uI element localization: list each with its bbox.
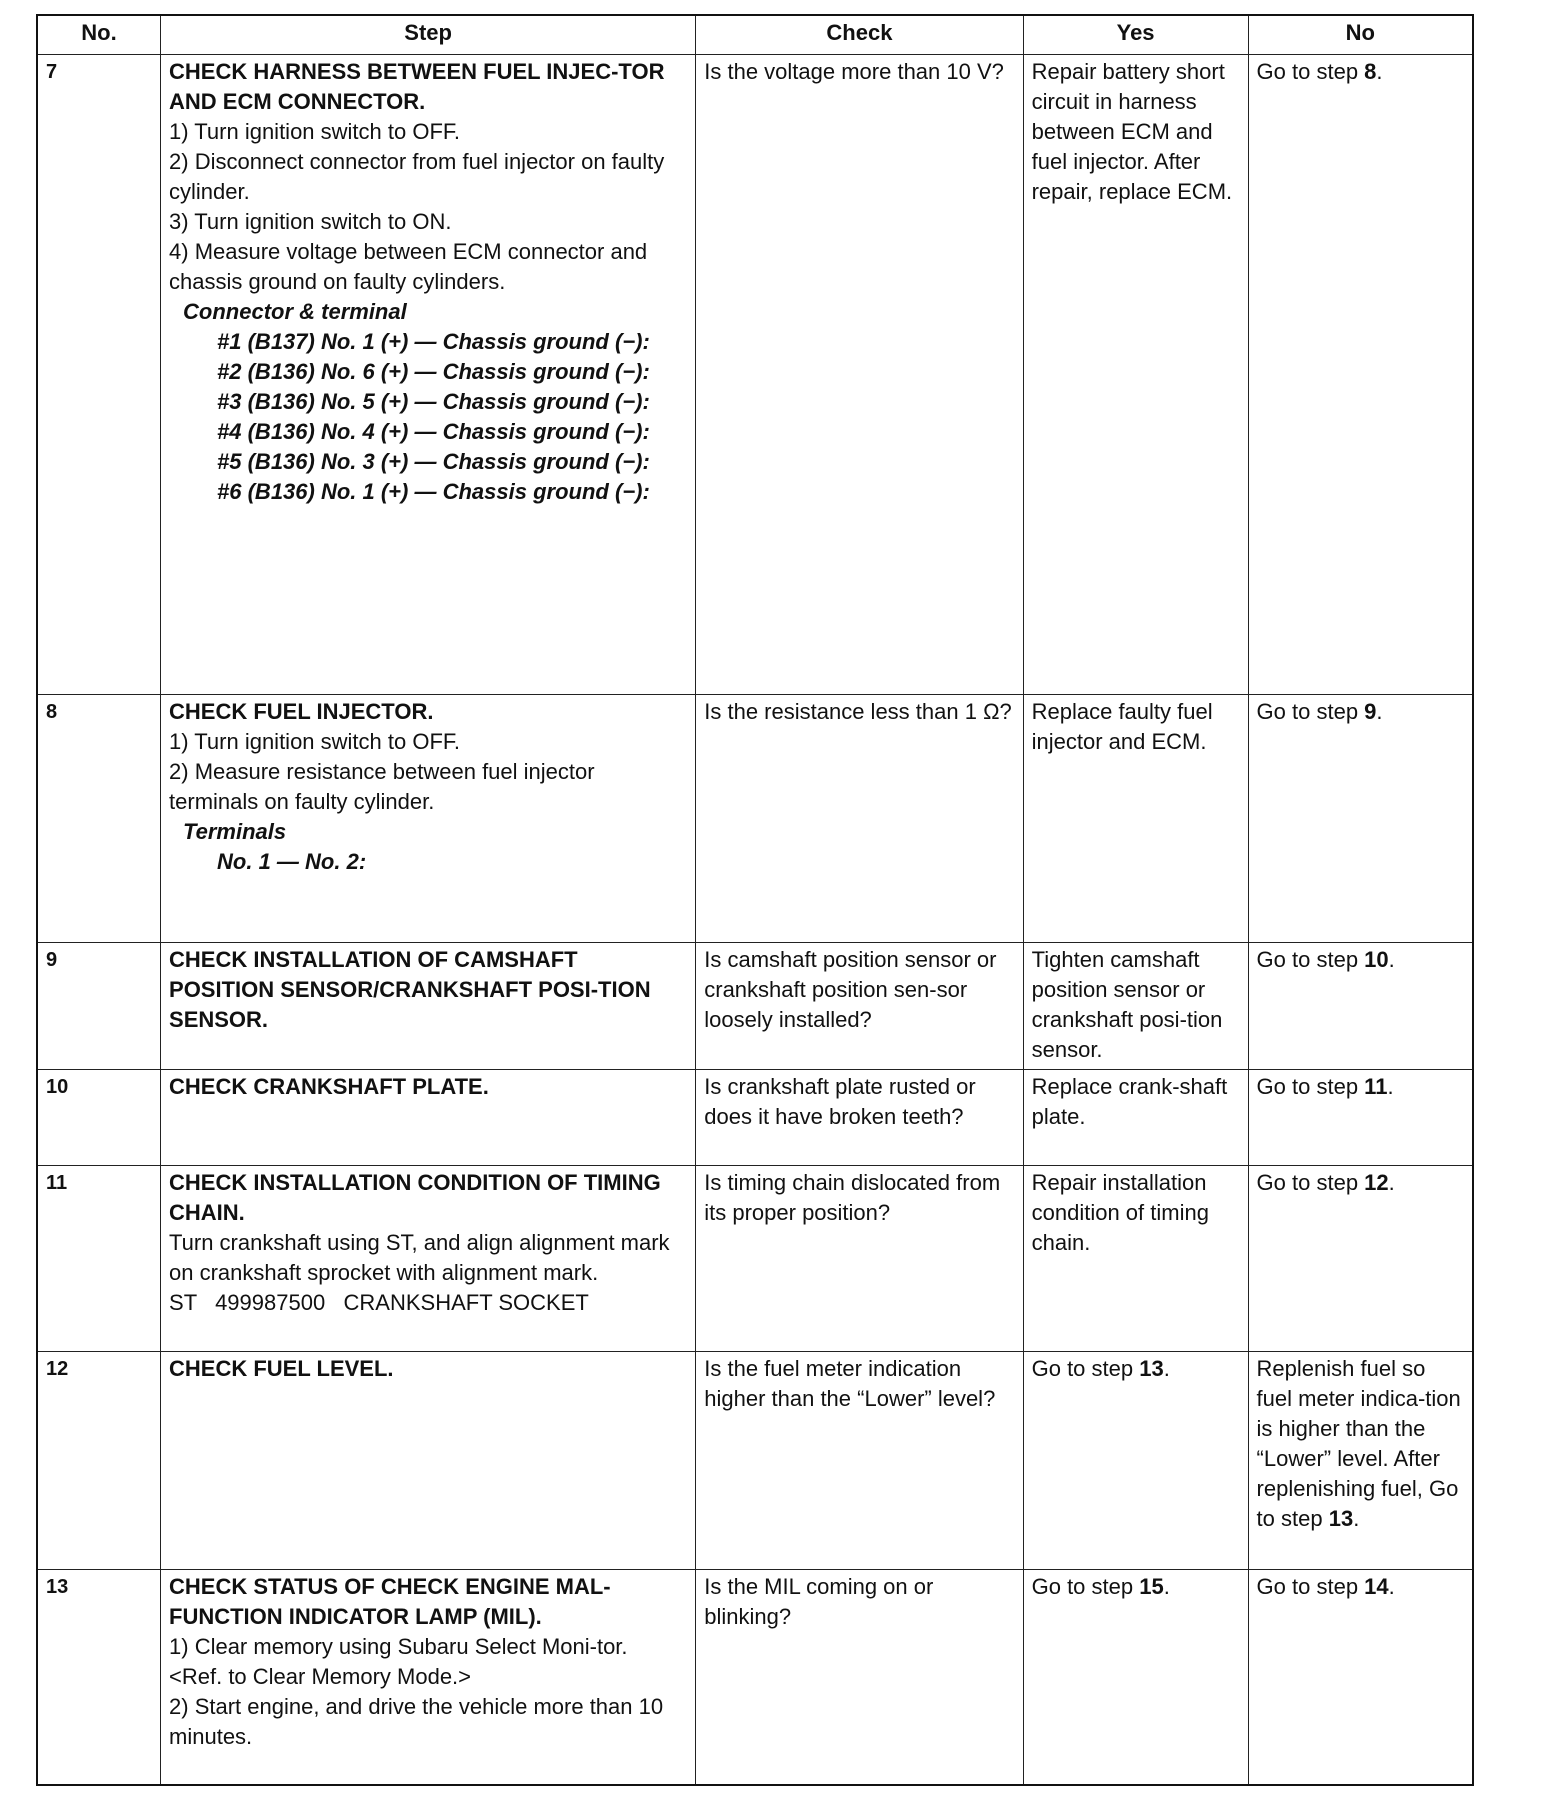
step-number: 10 xyxy=(37,1070,161,1166)
header-check: Check xyxy=(696,15,1023,55)
table-row xyxy=(37,1070,1473,1166)
check-cell: Is the fuel meter indication higher than the “Lower” level? xyxy=(696,1352,1023,1570)
step-ref: 11 xyxy=(1364,1074,1388,1099)
yes-text-end: . xyxy=(1163,1574,1170,1599)
yes-cell: Repair installation condition of timing chain. xyxy=(1023,1166,1248,1352)
step-number: 9 xyxy=(37,943,161,1070)
no-text: Go to step xyxy=(1256,947,1365,972)
terminal-spec: No. 1 — No. 2: xyxy=(217,849,367,874)
no-text: Go to step xyxy=(1256,1170,1365,1195)
no-text: Go to step xyxy=(1256,699,1365,724)
check-cell: Is timing chain dislocated from its proper position? xyxy=(696,1166,1023,1352)
step-line: 1) Clear memory using Subaru Select Moni-tor. xyxy=(169,1634,628,1659)
step-ref: 10 xyxy=(1364,947,1389,972)
step-ref: 15 xyxy=(1139,1574,1164,1599)
no-cell xyxy=(1248,1352,1473,1570)
step-line: 2) Measure resistance between fuel injector terminals on faulty cylinder. xyxy=(169,759,595,814)
table-row xyxy=(37,943,1473,1070)
no-text: Go to step xyxy=(1256,59,1365,84)
yes-cell: Repair battery short circuit in harness between ECM and fuel injector. After repair, replace ECM. xyxy=(1023,55,1248,695)
yes-text: Go to step xyxy=(1031,1356,1140,1381)
header-yes: Yes xyxy=(1023,15,1248,55)
terminal-spec: #1 (B137) No. 1 (+) — Chassis ground (−): xyxy=(217,329,650,354)
no-text-end: . xyxy=(1388,1170,1395,1195)
check-cell: Is the MIL coming on or blinking? xyxy=(696,1570,1023,1785)
step-line: 1) Turn ignition switch to OFF. xyxy=(169,729,461,754)
yes-cell: Replace faulty fuel injector and ECM. xyxy=(1023,695,1248,943)
no-cell xyxy=(1248,1570,1473,1785)
no-text-end: . xyxy=(1376,699,1383,724)
step-line: 3) Turn ignition switch to ON. xyxy=(169,209,452,234)
tool-spec: ST 499987500 CRANKSHAFT SOCKET xyxy=(169,1290,589,1315)
step-ref: 12 xyxy=(1364,1170,1389,1195)
check-cell: Is crankshaft plate rusted or does it have broken teeth? xyxy=(696,1070,1023,1166)
step-ref: 9 xyxy=(1364,699,1377,724)
step-title: CHECK CRANKSHAFT PLATE. xyxy=(169,1074,489,1099)
step-cell xyxy=(161,943,696,1070)
step-subheading: Connector & terminal xyxy=(183,299,407,324)
diagnostic-table xyxy=(36,14,1474,1786)
yes-cell xyxy=(1023,1570,1248,1785)
step-cell xyxy=(161,1166,696,1352)
no-cell xyxy=(1248,943,1473,1070)
step-number: 7 xyxy=(37,55,161,695)
check-cell: Is the voltage more than 10 V? xyxy=(696,55,1023,695)
step-line: 2) Start engine, and drive the vehicle more than 10 minutes. xyxy=(169,1694,664,1749)
header-no: No. xyxy=(37,15,161,55)
check-cell: Is camshaft position sensor or crankshaft position sen-sor loosely installed? xyxy=(696,943,1023,1070)
step-ref: 14 xyxy=(1364,1574,1389,1599)
no-text-end: . xyxy=(1376,59,1383,84)
step-line: Turn crankshaft using ST, and align alignment mark on crankshaft sprocket with alignment mark. xyxy=(169,1230,670,1285)
no-text: Go to step xyxy=(1256,1574,1365,1599)
terminal-spec: #6 (B136) No. 1 (+) — Chassis ground (−): xyxy=(217,479,650,504)
table-row xyxy=(37,1166,1473,1352)
step-line: 1) Turn ignition switch to OFF. xyxy=(169,119,461,144)
check-cell: Is the resistance less than 1 Ω? xyxy=(696,695,1023,943)
step-cell xyxy=(161,1070,696,1166)
no-text-end: . xyxy=(1387,1074,1394,1099)
step-title: CHECK STATUS OF CHECK ENGINE MAL-FUNCTION INDICATOR LAMP (MIL). xyxy=(169,1574,611,1629)
table-row xyxy=(37,1570,1473,1785)
step-line: 4) Measure voltage between ECM connector and chassis ground on faulty cylinders. xyxy=(169,239,648,294)
step-number: 13 xyxy=(37,1570,161,1785)
terminal-spec: #4 (B136) No. 4 (+) — Chassis ground (−): xyxy=(217,419,650,444)
header-no-answer: No xyxy=(1248,15,1473,55)
step-title: CHECK INSTALLATION CONDITION OF TIMING CHAIN. xyxy=(169,1170,661,1225)
yes-cell: Replace crank-shaft plate. xyxy=(1023,1070,1248,1166)
step-subheading: Terminals xyxy=(183,819,287,844)
no-text-end: . xyxy=(1353,1506,1360,1531)
no-cell xyxy=(1248,1166,1473,1352)
step-title: CHECK FUEL LEVEL. xyxy=(169,1356,394,1381)
terminal-spec: #2 (B136) No. 6 (+) — Chassis ground (−): xyxy=(217,359,650,384)
step-line: <Ref. to Clear Memory Mode.> xyxy=(169,1664,472,1689)
step-number: 11 xyxy=(37,1166,161,1352)
step-ref: 13 xyxy=(1328,1506,1354,1531)
table-row xyxy=(37,55,1473,695)
no-text: Replenish fuel so fuel meter indica-tion is higher than the “Lower” level. After replenishing fuel, Go to step xyxy=(1256,1356,1461,1531)
step-title: CHECK INSTALLATION OF CAMSHAFT POSITION SENSOR/CRANKSHAFT POSI-TION SENSOR. xyxy=(169,947,651,1032)
header-step: Step xyxy=(161,15,696,55)
table-row xyxy=(37,1352,1473,1570)
step-number: 8 xyxy=(37,695,161,943)
step-cell xyxy=(161,1352,696,1570)
no-cell xyxy=(1248,695,1473,943)
yes-cell: Tighten camshaft position sensor or crankshaft posi-tion sensor. xyxy=(1023,943,1248,1070)
no-text-end: . xyxy=(1388,947,1395,972)
terminal-spec: #3 (B136) No. 5 (+) — Chassis ground (−): xyxy=(217,389,650,414)
step-cell xyxy=(161,1570,696,1785)
no-text: Go to step xyxy=(1256,1074,1365,1099)
step-title: CHECK HARNESS BETWEEN FUEL INJEC-TOR AND ECM CONNECTOR. xyxy=(169,59,665,114)
table-row xyxy=(37,695,1473,943)
terminal-spec: #5 (B136) No. 3 (+) — Chassis ground (−): xyxy=(217,449,650,474)
no-text-end: . xyxy=(1388,1574,1395,1599)
yes-text: Go to step xyxy=(1031,1574,1140,1599)
header-row xyxy=(37,15,1473,55)
no-cell xyxy=(1248,1070,1473,1166)
yes-cell xyxy=(1023,1352,1248,1570)
step-cell xyxy=(161,55,696,695)
yes-text-end: . xyxy=(1163,1356,1170,1381)
step-ref: 13 xyxy=(1139,1356,1164,1381)
step-line: 2) Disconnect connector from fuel injector on faulty cylinder. xyxy=(169,149,665,204)
step-ref: 8 xyxy=(1364,59,1377,84)
step-title: CHECK FUEL INJECTOR. xyxy=(169,699,434,724)
step-cell xyxy=(161,695,696,943)
step-number: 12 xyxy=(37,1352,161,1570)
no-cell xyxy=(1248,55,1473,695)
